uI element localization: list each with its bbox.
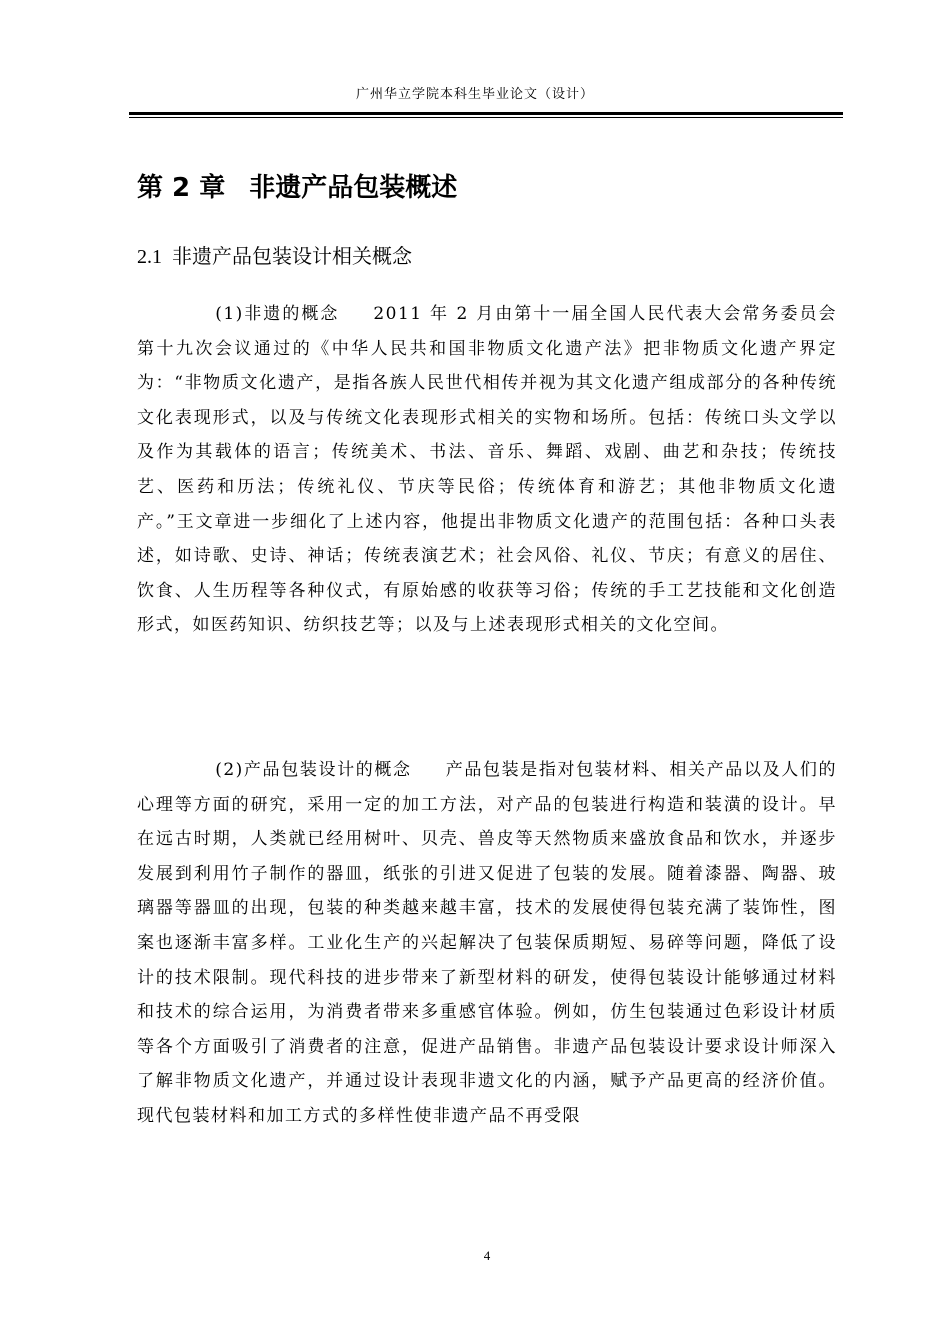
- running-header: 广州华立学院本科生毕业论文（设计）: [355, 87, 594, 102]
- chapter-heading: [137, 168, 457, 208]
- page-number: 4: [483, 1248, 491, 1263]
- header-rule-thick: [129, 112, 843, 115]
- paragraph-label: (2)产品包装设计的概念: [215, 760, 412, 780]
- paragraph-label: (1)非遗的概念: [215, 304, 340, 324]
- paragraph-intangible-heritage-concept: [137, 297, 837, 643]
- chapter-number: 第 2 章: [137, 173, 226, 203]
- paragraph-body: 产品包装是指对包装材料、相关产品以及人们的心理等方面的研究，采用一定的加工方法，对产品的包装进行构造和装潢的设计。早在远古时期，人类就已经用树叶、贝壳、兽皮等天然物质来盛放食品和饮水，并逐步发展到利用竹子制作的器皿，纸张的引进又促进了包装的发展。随着漆器、陶器、玻璃器等器皿的出现，包装的种类越来越丰富，技术的发展使得包装充满了装饰性，图案也逐渐丰富多样。工业化生产的兴起解决了包装保质期短、易碎等问题，降低了设计的技术限制。现代科技的进步带来了新型材料的研发，使得包装设计能够通过材料和技术的综合运用，为消费者带来多重感官体验。例如，仿生包装通过色彩设计材质等各个方面吸引了消费者的注意，促进产品销售。非遗产品包装设计要求设计师深入了解非物质文化遗产，并通过设计表现非遗文化的内涵，赋予产品更高的经济价值。现代包装材料和加工方式的多样性使非遗产品不再受限: [137, 760, 837, 1126]
- section-heading: [137, 240, 412, 273]
- chapter-title-text: 非遗产品包装概述: [249, 173, 458, 203]
- section-number: 2.1: [137, 246, 162, 268]
- paragraph-packaging-design-concept: [137, 753, 837, 1134]
- section-title-text: 非遗产品包装设计相关概念: [172, 244, 412, 268]
- paragraph-body: 2011 年 2 月由第十一届全国人民代表大会常务委员会第十九次会议通过的《中华人民共和国非物质文化遗产法》把非物质文化遗产界定为：“非物质文化遗产，是指各族人民世代相传并视为其文化遗产组成部分的各种传统文化表现形式，以及与传统文化表现形式相关的实物和场所。包括：传统口头文学以及作为其载体的语言；传统美术、书法、音乐、舞蹈、戏剧、曲艺和杂技；传统技艺、医药和历法；传统礼仪、节庆等民俗；传统体育和游艺；其他非物质文化遗产。”王文章进一步细化了上述内容，他提出非物质文化遗产的范围包括：各种口头表述，如诗歌、史诗、神话；传统表演艺术；社会风俗、礼仪、节庆；有意义的居住、饮食、人生历程等各种仪式，有原始感的收获等习俗；传统的手工艺技能和文化创造形式，如医药知识、纺织技艺等；以及与上述表现形式相关的文化空间。: [137, 304, 837, 636]
- header-rule-thin: [129, 117, 843, 118]
